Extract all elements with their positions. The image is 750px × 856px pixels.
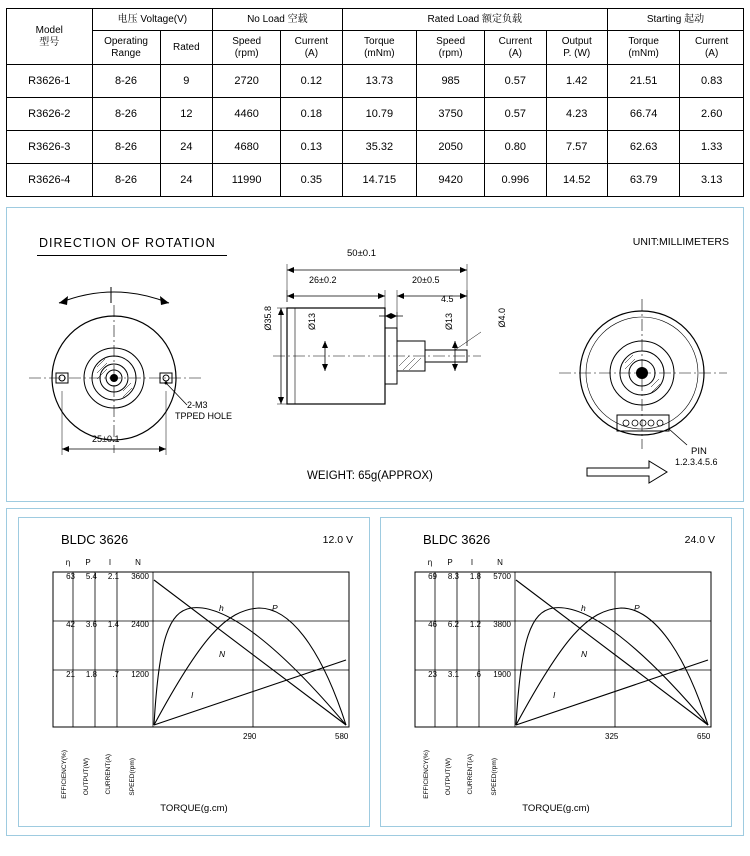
cell-rl-torque: 13.73 — [342, 65, 417, 98]
axis-name-efficiency: EFFICIENCY(%) — [61, 750, 68, 799]
axis-symbol-i: I — [470, 558, 474, 567]
tick-i-3: .6 — [474, 670, 481, 679]
cell-nl-current: 0.18 — [281, 98, 342, 131]
label-shaft-diameter: Ø4.0 — [497, 308, 507, 328]
tick-i-3: .7 — [112, 670, 119, 679]
curve-label-i: I — [553, 690, 556, 700]
cell-st-current: 3.13 — [680, 164, 744, 197]
tick-n-3: 1200 — [131, 670, 149, 679]
cell-st-torque: 21.51 — [607, 65, 679, 98]
cell-model: R3626-3 — [7, 131, 93, 164]
cell-model: R3626-2 — [7, 98, 93, 131]
xtick-mid: 325 — [605, 732, 619, 741]
tick-i-1: 1.8 — [469, 572, 481, 581]
curve-label-p: P — [634, 603, 640, 613]
cell-rated: 9 — [160, 65, 213, 98]
header-ratedload: Rated Load 额定负载 — [342, 9, 607, 31]
subheader-nl-current: Current (A) — [281, 31, 342, 65]
cell-rl-speed: 9420 — [417, 164, 485, 197]
xtick-max: 650 — [697, 732, 711, 741]
cell-nl-current: 0.35 — [281, 164, 342, 197]
label-bolt-circle: 25±0.1 — [92, 434, 120, 444]
label-front-boss-diameter: Ø13 — [444, 313, 454, 331]
direction-of-rotation-title: DIRECTION OF ROTATION — [39, 236, 216, 250]
motor-spec-table — [6, 8, 744, 197]
label-tapped-hole-text: TPPED HOLE — [175, 411, 233, 421]
table-row — [7, 98, 744, 131]
subheader-nl-speed: Speed (rpm) — [213, 31, 281, 65]
tick-n-2: 2400 — [131, 620, 149, 629]
cell-rl-output: 14.52 — [546, 164, 607, 197]
chart-title: BLDC 3626 — [423, 532, 491, 547]
spec-table-section — [0, 0, 750, 201]
cell-st-torque: 62.63 — [607, 131, 679, 164]
tick-p-3: 1.8 — [85, 670, 97, 679]
cell-st-current: 1.33 — [680, 131, 744, 164]
tick-p-1: 5.4 — [85, 572, 97, 581]
axis-name-current: CURRENT(A) — [467, 754, 474, 795]
cell-range: 8-26 — [92, 65, 160, 98]
table-row — [7, 164, 744, 197]
chart-xlabel: TORQUE(g.cm) — [160, 803, 228, 814]
axis-symbol-p: P — [85, 558, 91, 567]
cell-model: R3626-4 — [7, 164, 93, 197]
cell-st-torque: 63.79 — [607, 164, 679, 197]
side-view-drawing — [259, 246, 509, 471]
tick-eta-3: 21 — [66, 670, 75, 679]
cell-range: 8-26 — [92, 131, 160, 164]
label-pin-numbers: 1.2.3.4.5.6 — [675, 457, 718, 467]
chart-plot-area — [41, 568, 361, 733]
cell-rl-current: 0.80 — [485, 131, 546, 164]
cell-rated: 12 — [160, 98, 213, 131]
curve-label-p: P — [272, 603, 278, 613]
tick-eta-3: 23 — [428, 670, 437, 679]
cell-rated: 24 — [160, 164, 213, 197]
axis-name-output: OUTPUT(W) — [83, 758, 90, 796]
axis-symbol-n: N — [135, 558, 141, 567]
cell-rl-torque: 10.79 — [342, 98, 417, 131]
cell-nl-speed: 11990 — [213, 164, 281, 197]
chart-voltage: 12.0 V — [322, 534, 353, 546]
tick-p-2: 6.2 — [447, 620, 459, 629]
cell-rl-current: 0.57 — [485, 65, 546, 98]
cell-rl-torque: 35.32 — [342, 131, 417, 164]
cell-rl-speed: 3750 — [417, 98, 485, 131]
label-tapped-hole-count: 2-M3 — [187, 400, 208, 410]
table-row — [7, 65, 744, 98]
tick-n-1: 3600 — [131, 572, 149, 581]
label-boss-diameter: Ø13 — [307, 313, 317, 331]
axis-symbol-n: N — [497, 558, 503, 567]
axis-name-speed: SPEED(rpm) — [129, 758, 136, 796]
cell-rl-current: 0.996 — [485, 164, 546, 197]
tick-n-1: 5700 — [493, 572, 511, 581]
performance-chart-12v — [18, 517, 370, 827]
label-pin: PIN — [691, 446, 707, 457]
chart-plot-area — [403, 568, 723, 733]
tick-n-3: 1900 — [493, 670, 511, 679]
cell-rl-output: 7.57 — [546, 131, 607, 164]
axis-name-current: CURRENT(A) — [105, 754, 112, 795]
cell-range: 8-26 — [92, 164, 160, 197]
cell-nl-current: 0.13 — [281, 131, 342, 164]
subheader-rl-current: Current (A) — [485, 31, 546, 65]
performance-chart-24v — [380, 517, 732, 827]
cell-rl-current: 0.57 — [485, 98, 546, 131]
subheader-rl-torque: Torque (mNm) — [342, 31, 417, 65]
label-flange-thickness: 4.5 — [441, 294, 454, 304]
tick-i-2: 1.2 — [469, 620, 481, 629]
cell-nl-speed: 4680 — [213, 131, 281, 164]
tick-p-2: 3.6 — [85, 620, 97, 629]
axis-symbol-eta: η — [65, 558, 71, 567]
chart-voltage: 24.0 V — [684, 534, 715, 546]
label-shaft-length: 20±0.5 — [412, 275, 440, 285]
cell-rl-speed: 985 — [417, 65, 485, 98]
cell-st-torque: 66.74 — [607, 98, 679, 131]
subheader-rl-speed: Speed (rpm) — [417, 31, 485, 65]
curve-label-i: I — [191, 690, 194, 700]
subheader-st-torque: Torque (mNm) — [607, 31, 679, 65]
tick-i-1: 2.1 — [107, 572, 119, 581]
subheader-operating-range: Operating Range — [92, 31, 160, 65]
cell-nl-speed: 4460 — [213, 98, 281, 131]
header-voltage: 电压 Voltage(V) — [92, 9, 213, 31]
tick-eta-2: 46 — [428, 620, 437, 629]
chart-title: BLDC 3626 — [61, 532, 129, 547]
subheader-rl-output: Output P. (W) — [546, 31, 607, 65]
cell-st-current: 0.83 — [680, 65, 744, 98]
dimensional-drawing-panel — [6, 207, 744, 502]
unit-label: UNIT:MILLIMETERS — [632, 236, 729, 248]
cell-rl-output: 1.42 — [546, 65, 607, 98]
xtick-max: 580 — [335, 732, 349, 741]
curve-label-n: N — [219, 649, 226, 659]
axis-symbol-i: I — [108, 558, 112, 567]
tick-n-2: 3800 — [493, 620, 511, 629]
tick-p-3: 3.1 — [447, 670, 459, 679]
axis-name-speed: SPEED(rpm) — [491, 758, 498, 796]
header-model: Model 型号 — [7, 9, 93, 65]
cell-nl-speed: 2720 — [213, 65, 281, 98]
label-body-length: 26±0.2 — [309, 275, 337, 285]
cell-model: R3626-1 — [7, 65, 93, 98]
xtick-mid: 290 — [243, 732, 257, 741]
label-total-length: 50±0.1 — [347, 248, 376, 259]
performance-curves-panel — [6, 508, 744, 836]
cell-rated: 24 — [160, 131, 213, 164]
title-underline — [37, 255, 227, 256]
table-row — [7, 131, 744, 164]
weight-label: WEIGHT: 65g(APPROX) — [307, 470, 433, 482]
subheader-st-current: Current (A) — [680, 31, 744, 65]
header-starting: Starting 起动 — [607, 9, 743, 31]
cell-st-current: 2.60 — [680, 98, 744, 131]
cell-rl-torque: 14.715 — [342, 164, 417, 197]
chart-xlabel: TORQUE(g.cm) — [522, 803, 590, 814]
tick-i-2: 1.4 — [107, 620, 119, 629]
curve-label-eta: h — [219, 603, 224, 613]
axis-symbol-p: P — [447, 558, 453, 567]
label-body-diameter: Ø35.8 — [263, 306, 273, 331]
cell-range: 8-26 — [92, 98, 160, 131]
cell-nl-current: 0.12 — [281, 65, 342, 98]
tick-p-1: 8.3 — [447, 572, 459, 581]
subheader-rated-voltage: Rated — [160, 31, 213, 65]
curve-label-eta: h — [581, 603, 586, 613]
axis-name-output: OUTPUT(W) — [445, 758, 452, 796]
tick-eta-2: 42 — [66, 620, 75, 629]
axis-name-efficiency: EFFICIENCY(%) — [423, 750, 430, 799]
axis-symbol-eta: η — [427, 558, 433, 567]
tick-eta-1: 69 — [428, 572, 437, 581]
header-noload: No Load 空载 — [213, 9, 342, 31]
cell-rl-output: 4.23 — [546, 98, 607, 131]
cell-rl-speed: 2050 — [417, 131, 485, 164]
rear-view-drawing — [19, 263, 259, 493]
tick-eta-1: 63 — [66, 572, 75, 581]
curve-label-n: N — [581, 649, 588, 659]
